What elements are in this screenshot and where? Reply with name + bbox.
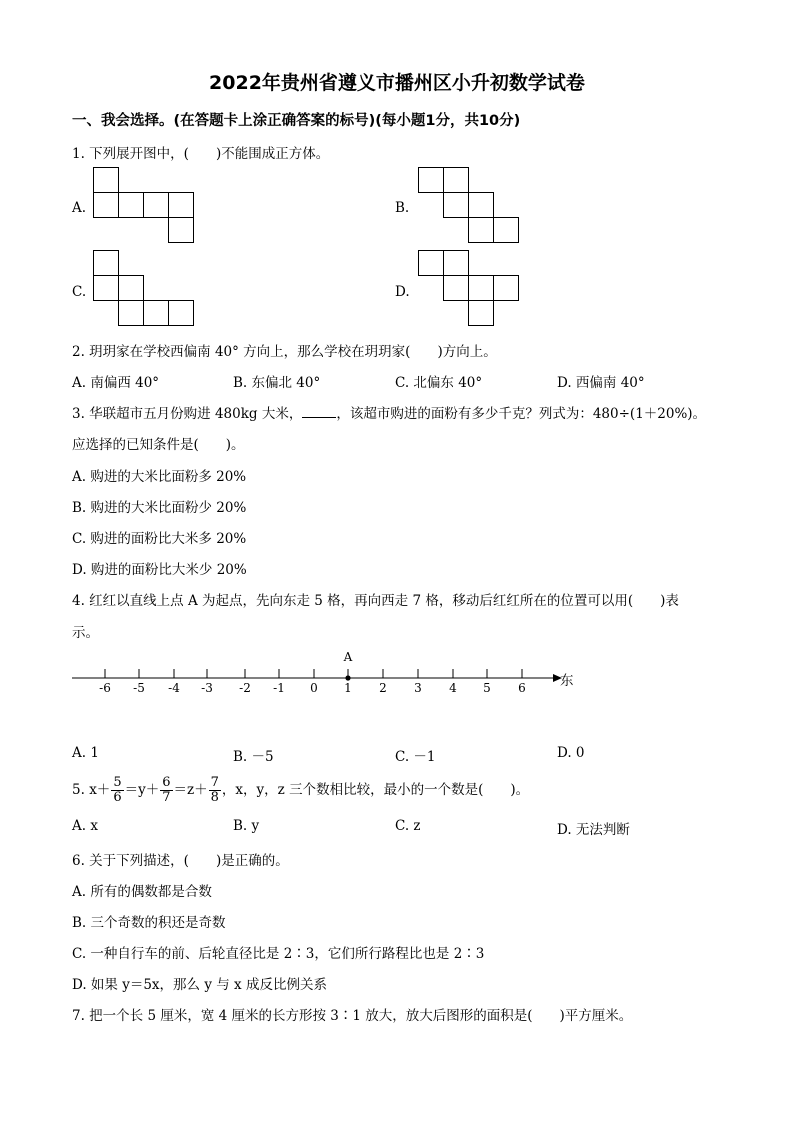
axis-tick-label: 3 [414,681,422,695]
q6-option-b: B. 三个奇数的积还是奇数 [72,915,226,931]
axis-direction-label: 东 [560,673,574,689]
q4-option-d: D. 0 [557,745,585,761]
fraction-5-6: $\frac{5}{6}$ [113,775,122,805]
q5-option-a: A. x [72,818,98,834]
question-1-stem: 1. 下列展开图中，( )不能围成正方体。 [72,146,330,162]
q5-number: 5. [72,782,85,798]
answer-blank [302,405,336,418]
question-4-stem: 4. 红红以直线上点 A 为起点，先向东走 5 格，再向西走 7 格，移动后红红所在的位置可以用( )表 [72,593,679,609]
q2-option-c: C. 北偏东 40° [395,375,483,391]
q2-option-a: A. 南偏西 40° [72,375,160,391]
q1-label-d: D. [395,284,410,300]
axis-tick-label: 5 [483,681,491,695]
axis-tick-label: -5 [133,681,145,695]
q1-label-c: C. [72,284,87,300]
axis-tick-label: -4 [168,681,180,695]
question-3-line2: 应选择的已知条件是( )。 [72,437,245,453]
q6-option-d: D. 如果 y＝5x，那么 y 与 x 成反比例关系 [72,977,327,993]
fraction-6-7: $\frac{6}{7}$ [162,775,171,805]
q3-stem-part2: ，该超市购进的面粉有多少千克？列式为：480÷(1＋20%)。 [336,406,707,422]
axis-tick-label: -2 [239,681,251,695]
q3-stem-part1: 3. 华联超市五月份购进 480kg 大米， [72,406,303,422]
q6-option-a: A. 所有的偶数都是合数 [72,884,212,900]
point-a-dot [345,675,350,680]
q5-option-d: D. 无法判断 [557,822,630,838]
axis-tick-label: -1 [273,681,285,695]
q3-option-a: A. 购进的大米比面粉多 20% [72,469,247,485]
section-heading: 一、我会选择。(在答题卡上涂正确答案的标号)(每小题1分，共10分) [72,113,521,129]
q3-option-d: D. 购进的面粉比大米少 20% [72,562,247,578]
q1-label-a: A. [72,200,87,216]
question-2-stem: 2. 玥玥家在学校西偏南 40° 方向上，那么学校在玥玥家( )方向上。 [72,344,497,360]
axis-tick-label: 2 [379,681,387,695]
q4-option-b: B. －5 [233,749,274,765]
axis-tick-label: -6 [99,681,111,695]
q5-eq1: ＝y＋ [124,782,160,798]
q3-option-c: C. 购进的面粉比大米多 20% [72,531,247,547]
q1-label-b: B. [395,200,410,216]
page-title: 2022年贵州省遵义市播州区小升初数学试卷 [209,72,585,94]
axis-tick-label: 6 [518,681,526,695]
q3-option-b: B. 购进的大米比面粉少 20% [72,500,247,516]
q5-option-b: B. y [233,818,260,834]
axis-tick-label: -3 [201,681,213,695]
axis-tick-label: 1 [344,681,352,695]
question-7-stem: 7. 把一个长 5 厘米，宽 4 厘米的长方形按 3∶1 放大，放大后图形的面积是( )平方厘米。 [72,1008,633,1024]
q4-option-a: A. 1 [72,745,99,761]
q5-tail: ，x，y，z 三个数相比较，最小的一个数是( )。 [221,782,530,798]
q5-eq2: ＝z＋ [173,782,208,798]
question-4-line2: 示。 [72,625,99,641]
q2-option-b: B. 东偏北 40° [233,375,321,391]
axis-tick-label: 0 [310,681,318,695]
fraction-7-8: $\frac{7}{8}$ [210,775,219,805]
question-5-stem [72,770,529,810]
q5-option-c: C. z [395,818,421,834]
question-6-stem: 6. 关于下列描述，( )是正确的。 [72,853,289,869]
q2-option-d: D. 西偏南 40° [557,375,645,391]
q4-option-c: C. －1 [395,749,436,765]
axis-tick-label: 4 [449,681,457,695]
question-3-stem [72,402,706,422]
q6-option-c: C. 一种自行车的前、后轮直径比是 2∶3，它们所行路程比也是 2∶3 [72,946,485,962]
number-line [60,645,590,705]
point-a-label: A [343,650,353,664]
q5-x: x＋ [89,782,111,798]
